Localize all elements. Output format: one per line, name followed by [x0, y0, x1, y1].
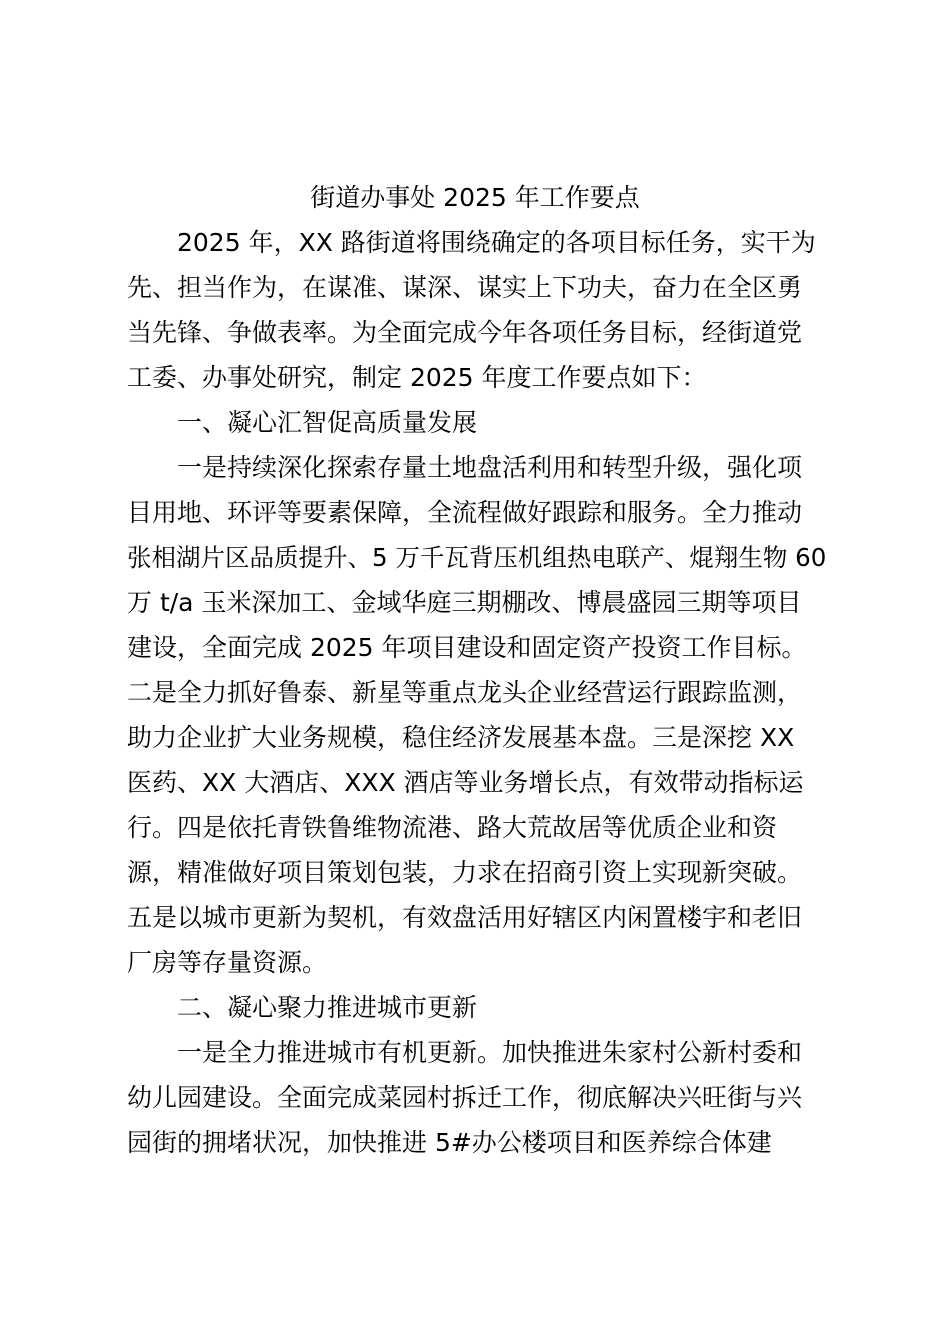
paragraph-line: 目用地、环评等要素保障，全流程做好跟踪和服务。全力推动 — [127, 498, 803, 527]
paragraph-line: 幼儿园建设。全面完成菜园村拆迁工作，彻底解决兴旺街与兴 — [127, 1083, 803, 1112]
paragraph-line: 当先锋、争做表率。为全面完成今年各项任务目标，经街道党 — [127, 318, 803, 347]
paragraph-line: 园街的拥堵状况，加快推进 5#办公楼项目和医养综合体建 — [127, 1128, 772, 1157]
paragraph-line: 一是持续深化探索存量土地盘活利用和转型升级，强化项 — [177, 453, 803, 482]
paragraph-line: 先、担当作为，在谋准、谋深、谋实上下功夫，奋力在全区勇 — [127, 273, 803, 302]
paragraph-line: 五是以城市更新为契机，有效盘活用好辖区内闲置楼宇和老旧 — [127, 903, 803, 932]
paragraph-line: 万 t/a 玉米深加工、金域华庭三期棚改、博晨盛园三期等项目 — [127, 588, 802, 617]
paragraph-line: 2025 年，XX 路街道将围绕确定的各项目标任务，实干为 — [177, 228, 816, 257]
paragraph-line: 建设，全面完成 2025 年项目建设和固定资产投资工作目标。 — [127, 633, 807, 662]
paragraph-line: 二是全力抓好鲁泰、新星等重点龙头企业经营运行跟踪监测， — [127, 678, 803, 707]
paragraph-line: 一是全力推进城市有机更新。加快推进朱家村公新村委和 — [177, 1038, 803, 1067]
paragraph-line: 工委、办事处研究，制定 2025 年度工作要点如下： — [127, 363, 707, 392]
paragraph-line: 源，精准做好项目策划包装，力求在招商引资上实现新突破。 — [127, 858, 803, 887]
paragraph-line: 行。四是依托青铁鲁维物流港、路大荒故居等优质企业和资 — [127, 813, 778, 842]
paragraph-line: 张相湖片区品质提升、5 万千瓦背压机组热电联产、焜翔生物 60 — [127, 543, 827, 572]
paragraph-line: 助力企业扩大业务规模，稳住经济发展基本盘。三是深挖 XX — [127, 723, 795, 752]
section-heading-2: 二、凝心聚力推进城市更新 — [177, 993, 478, 1022]
section-heading-1: 一、凝心汇智促高质量发展 — [177, 408, 478, 437]
paragraph-line: 厂房等存量资源。 — [127, 948, 328, 977]
document-title: 街道办事处 2025 年工作要点 — [310, 183, 640, 212]
paragraph-line: 医药、XX 大酒店、XXX 酒店等业务增长点，有效带动指标运 — [127, 768, 804, 797]
